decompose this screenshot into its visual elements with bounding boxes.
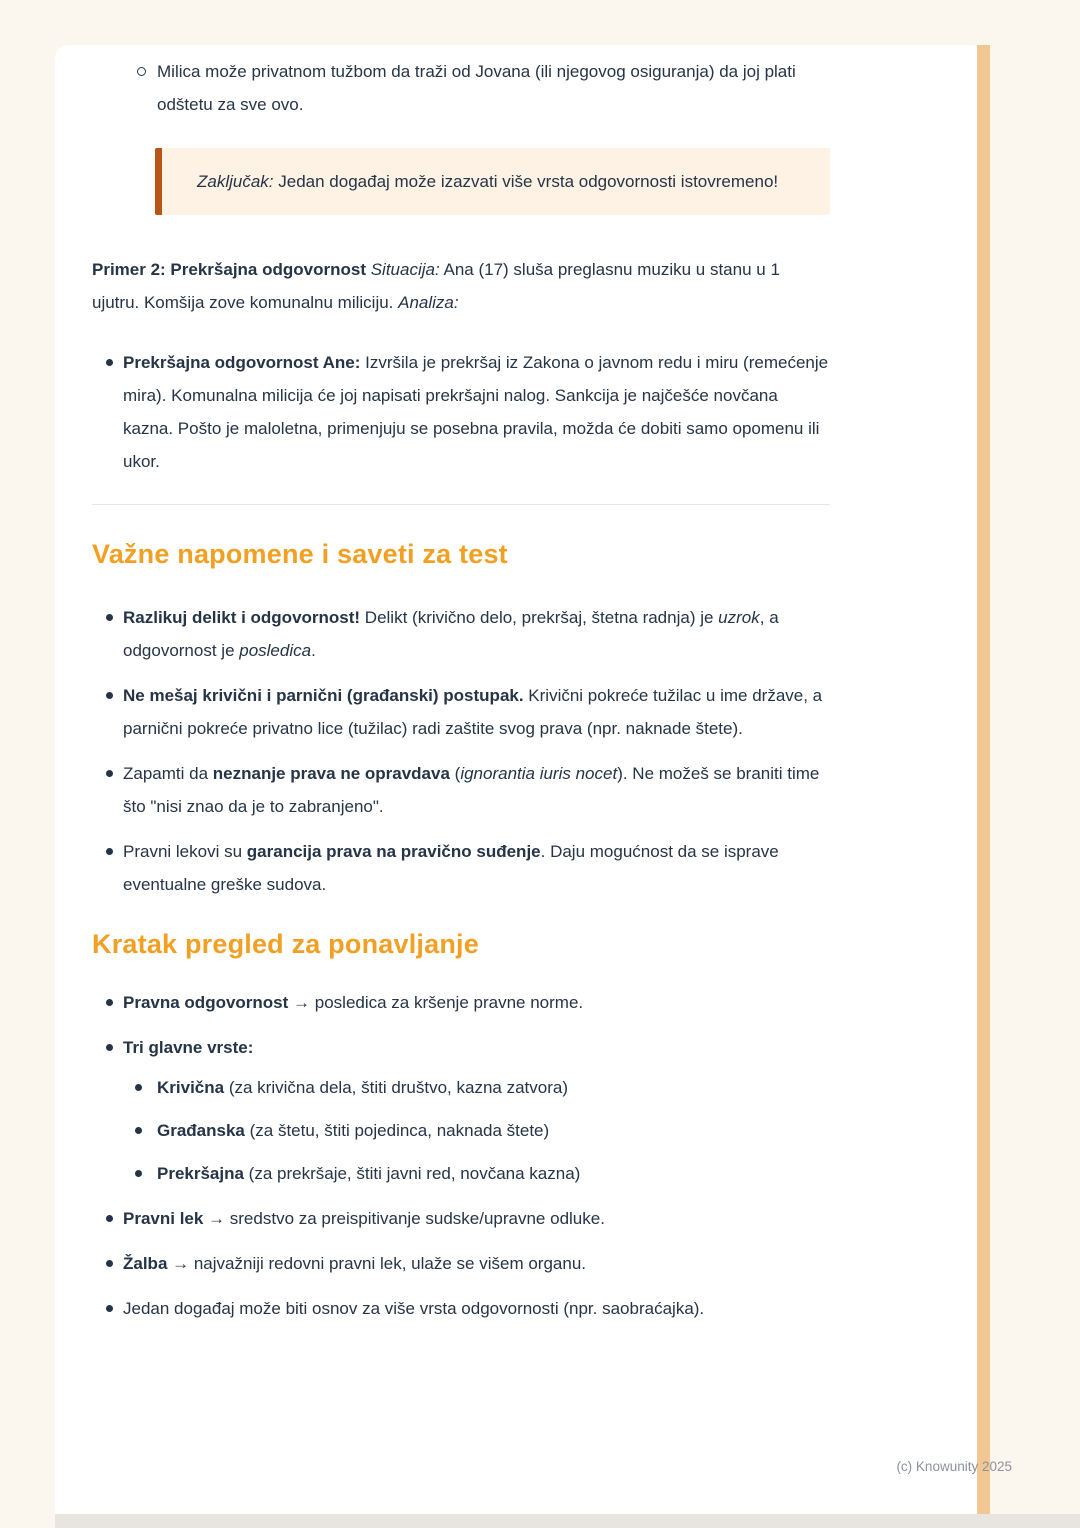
review-sublist-item: [123, 1114, 830, 1147]
text-run: → posledica za kršenje pravne norme.: [288, 993, 584, 1012]
notes-list-text: [123, 757, 830, 823]
section-divider: [92, 504, 830, 505]
circle-bullet-icon: [137, 67, 146, 76]
review-list-item: [92, 1031, 830, 1190]
text-run: .: [311, 641, 316, 660]
bullet-icon: [106, 999, 113, 1006]
bullet-icon: [135, 1084, 142, 1091]
notes-list-item: [92, 601, 830, 667]
review-list: [92, 986, 830, 1325]
text-run: Razlikuj delikt i odgovornost!: [123, 608, 361, 627]
text-run: Pravni lek: [123, 1209, 204, 1228]
bullet-icon: [106, 614, 113, 621]
text-run: Krivična: [157, 1078, 225, 1097]
notes-section-heading: Važne napomene i saveti za test: [92, 539, 508, 569]
text-run: → najvažniji redovni pravni lek, ulaže se višem organu.: [167, 1254, 586, 1273]
notes-list-item: [92, 835, 830, 901]
document-page: [55, 45, 977, 1514]
review-sublist-text: [157, 1071, 830, 1104]
page-bottom-edge: [55, 1514, 1080, 1528]
text-run: Građanska: [157, 1121, 245, 1140]
text-run: Zapamti da: [123, 764, 213, 783]
bullet-icon: [106, 1215, 113, 1222]
text-run: Prekršajna odgovornost Ane:: [123, 353, 361, 372]
text-run: uzrok: [718, 608, 760, 627]
text-run: garancija prava na pravično suđenje: [246, 842, 541, 861]
notes-list-item: [92, 757, 830, 823]
review-sublist-text: [157, 1157, 830, 1190]
example2-list: [92, 346, 830, 478]
text-run: Tri glavne vrste:: [123, 1038, 254, 1057]
text-run: Zaključak:: [197, 172, 274, 191]
example2-list-text: [123, 346, 830, 478]
text-run: Milica može privatnom tužbom da traži od Jovana (ili njegovog osiguranja) da joj plati odštetu za sve ovo.: [157, 62, 796, 114]
review-sublist-item: [123, 1071, 830, 1104]
review-sublist: [123, 1071, 830, 1190]
document-content: [55, 45, 830, 1325]
conclusion-callout: [155, 148, 830, 215]
intro-list-item: [92, 55, 830, 121]
bullet-icon: [135, 1170, 142, 1177]
text-run: Ne mešaj krivični i parnični (građanski) postupak.: [123, 686, 524, 705]
text-run: Delikt (krivično delo, prekršaj, štetna radnja) je: [360, 608, 719, 627]
review-list-item: [92, 1202, 830, 1235]
footer-credit: (c) Knowunity 2025: [896, 1459, 1012, 1474]
review-list-text: [123, 1031, 830, 1064]
text-run: Izvršila je prekršaj iz Zakona o javnom redu i miru (remećenje mira). Komunalna milicija će joj napisati prekršajni nalog. Sankcija je najčešće novčana kazna. Pošto je maloletna, primenjuju se posebna pravila, možda će dobiti samo opomenu ili ukor.: [123, 353, 829, 471]
text-run: , a odgovornost je: [123, 608, 779, 660]
review-sublist-item: [123, 1157, 830, 1190]
notes-list-item: [92, 679, 830, 745]
intro-list-text: [157, 55, 830, 121]
review-list-text: [123, 1292, 830, 1325]
bullet-icon: [135, 1127, 142, 1134]
review-section-heading: Kratak pregled za ponavljanje: [92, 929, 479, 959]
text-run: (za prekršaje, štiti javni red, novčana kazna): [243, 1164, 581, 1183]
text-run: Žalba: [123, 1254, 168, 1273]
notes-list-text: [123, 835, 830, 901]
text-run: Jedan događaj može izazvati više vrsta odgovornosti istovremeno!: [273, 172, 779, 191]
review-list-text: [123, 986, 830, 1019]
review-list-item: [92, 1247, 830, 1280]
example2-list-item: [92, 346, 830, 478]
text-run: Pravni lekovi su: [123, 842, 247, 861]
notes-list-text: [123, 601, 830, 667]
text-run: Primer 2: Prekršajna odgovornost: [92, 260, 366, 279]
text-run: Analiza:: [398, 293, 459, 312]
bullet-icon: [106, 692, 113, 699]
bullet-icon: [106, 1260, 113, 1267]
review-list-body: [123, 1031, 830, 1190]
text-run: Situacija:: [370, 260, 440, 279]
example2-paragraph: [92, 253, 830, 319]
text-run: (za štetu, štiti pojedinca, naknada štete): [244, 1121, 550, 1140]
text-run: ). Ne možeš se braniti time što "nisi znao da je to zabranjeno".: [123, 764, 820, 816]
text-run: Prekršajna: [157, 1164, 244, 1183]
bullet-icon: [106, 1044, 113, 1051]
notes-list: [92, 601, 830, 901]
text-run: (za krivična dela, štiti društvo, kazna zatvora): [224, 1078, 569, 1097]
text-run: neznanje prava ne opravdava: [212, 764, 450, 783]
review-sublist-text: [157, 1114, 830, 1147]
bullet-icon: [106, 359, 113, 366]
bullet-icon: [106, 770, 113, 777]
bullet-icon: [106, 848, 113, 855]
review-list-item: [92, 1292, 830, 1325]
text-run: Pravna odgovornost: [123, 993, 289, 1012]
text-run: → sredstvo za preispitivanje sudske/upravne odluke.: [203, 1209, 605, 1228]
review-list-text: [123, 1247, 830, 1280]
page-edge-stripe: [977, 45, 990, 1514]
text-run: (: [449, 764, 461, 783]
notes-list-text: [123, 679, 830, 745]
text-run: posledica: [239, 641, 312, 660]
text-run: Ana (17) sluša preglasnu muziku u stanu u 1 ujutru. Komšija zove komunalnu miliciju.: [92, 260, 780, 312]
text-run: Jedan događaj može biti osnov za više vrsta odgovornosti (npr. saobraćajka).: [123, 1299, 705, 1318]
conclusion-callout-text: [197, 165, 800, 198]
review-list-item: [92, 986, 830, 1019]
bullet-icon: [106, 1305, 113, 1312]
text-run: ignorantia iuris nocet: [460, 764, 618, 783]
review-list-text: [123, 1202, 830, 1235]
text-run: Krivični pokreće tužilac u ime države, a parnični pokreće privatno lice (tužilac) radi zaštite svog prava (npr. naknade štete).: [123, 686, 823, 738]
text-run: . Daju mogućnost da se isprave eventualne greške sudova.: [123, 842, 779, 894]
